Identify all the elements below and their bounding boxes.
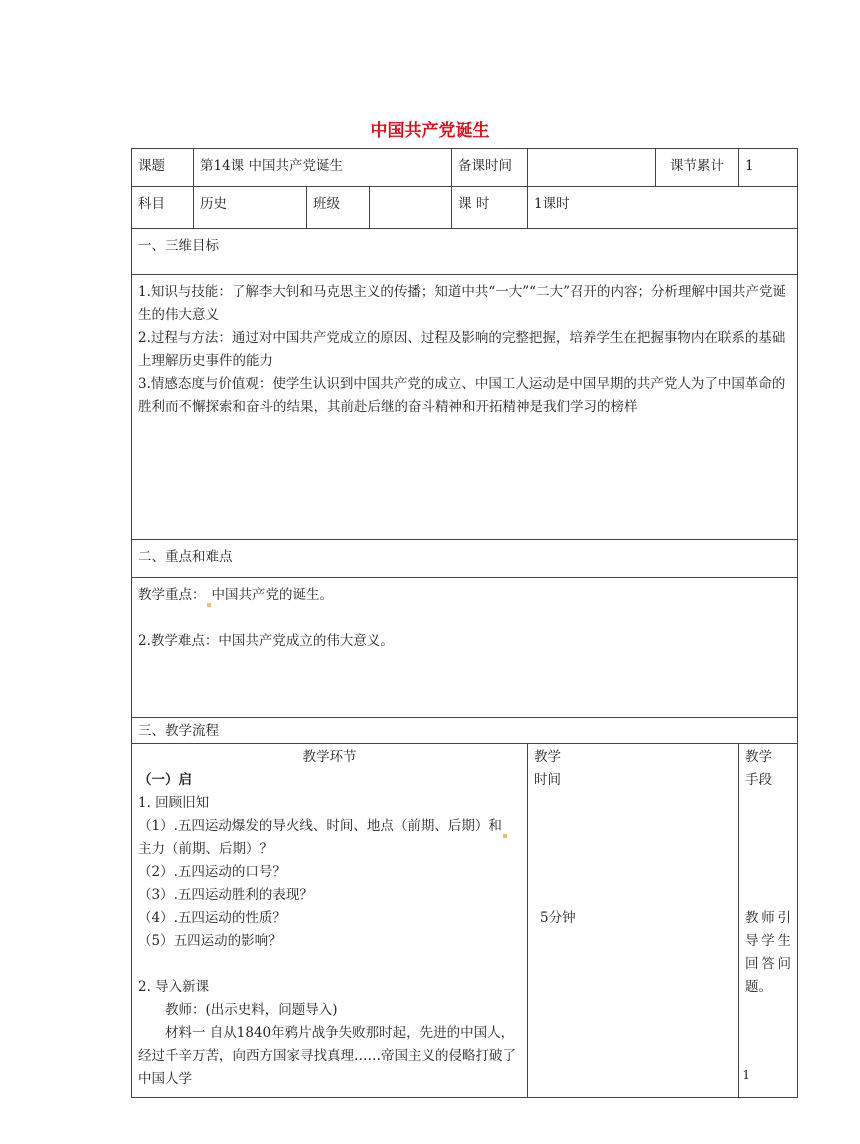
key-point-text: 中国共产党的诞生。 [211, 587, 333, 603]
difficult-point: 2.教学难点：中国共产党成立的伟大意义。 [138, 633, 394, 649]
time-spacer [534, 792, 732, 907]
prep-time-label: 备课时间 [452, 149, 528, 187]
flow-spacer [138, 953, 521, 976]
question-4: （4）.五四运动的性质？ [138, 910, 286, 926]
review-title: 1. 回顾旧知 [138, 795, 210, 811]
lesson-count-label: 课节累计 [656, 149, 739, 187]
mark-dot [503, 834, 507, 838]
goals-row [132, 275, 798, 540]
hours-label: 课 时 [452, 187, 528, 229]
topic-label: 课题 [132, 149, 194, 187]
key-point-spacer [138, 607, 791, 630]
page-title: 中国共产党诞生 [370, 121, 490, 141]
hours-value: 1课时 [528, 187, 798, 229]
teacher-note: 教师：(出示史料，问题导入) [165, 1002, 338, 1018]
flow-row [132, 744, 798, 1098]
class-label: 班级 [307, 187, 370, 229]
lesson-plan-table [131, 148, 798, 1098]
subject-row [132, 187, 798, 229]
part-1-title: （一）启 [138, 772, 192, 788]
key-point [138, 584, 791, 607]
section-goals-heading-row [132, 229, 798, 275]
section-flow-heading: 三、教学流程 [132, 718, 798, 744]
goal-attitude: 3.情感态度与价值观：使学生认识到中国共产党的成立、中国工人运动是中国早期的共产党人为了中国革命的胜利而不懈探索和奋斗的结果，其前赴后继的奋斗精神和开拓精神是我们学习的榜样 [138, 376, 786, 415]
method-line-1: 教师引 [745, 910, 792, 926]
section-goals-heading: 一、三维目标 [132, 229, 798, 275]
col-time-header: 教学 时间 [534, 749, 562, 788]
subject-label: 科目 [132, 187, 194, 229]
col-method-header: 教学 手段 [745, 749, 773, 788]
time-value: 5分钟 [540, 910, 576, 926]
mark-dot [207, 603, 211, 607]
question-1-part-a: （1）.五四运动爆发的导火线、时间、地点（前期、后期）和 [138, 818, 502, 834]
question-3: （3）.五四运动胜利的表现？ [138, 887, 313, 903]
question-1 [138, 815, 521, 861]
question-2: （2）.五四运动的口号？ [138, 864, 286, 880]
section-flow-heading-row [132, 718, 798, 744]
flow-stage-cell [132, 744, 528, 1098]
method-line-2: 导学生 [745, 933, 792, 949]
flow-method-cell [739, 744, 798, 1098]
topic-row [132, 149, 798, 187]
goal-process: 2.过程与方法：通过对中国共产党成立的原因、过程及影响的完整把握，培养学生在把握事物内在联系的基础上理解历史事件的能力 [138, 330, 786, 369]
key-point-label: 教学重点： [138, 587, 206, 603]
flow-time-cell [528, 744, 739, 1098]
material-1: 材料一 自从1840年鸦片战争失败那时起，先进的中国人，经过千辛万苦，向西方国家寻找真理……帝国主义的侵略打破了中国人学 [138, 1025, 516, 1087]
intro-title: 2. 导入新课 [138, 979, 210, 995]
col-stage-header: 教学环节 [302, 749, 357, 765]
key-points-content [132, 578, 798, 718]
key-points-row [132, 578, 798, 718]
prep-time-value [528, 149, 656, 187]
topic-value: 第14课 中国共产党诞生 [194, 149, 452, 187]
goal-knowledge: 1.知识与技能：了解李大钊和马克思主义的传播；知道中共“一大”“二大”召开的内容；分析理解中国共产党诞生的伟大意义 [138, 284, 786, 323]
page-number: 1 [742, 1068, 750, 1082]
method-line-4: 题。 [745, 979, 773, 995]
subject-value: 历史 [194, 187, 307, 229]
method-line-3: 回答问 [745, 956, 792, 972]
lesson-count-value: 1 [739, 149, 798, 187]
question-1-part-b: 主力（前期、后期）？ [138, 841, 273, 857]
goals-content [132, 275, 798, 540]
class-value [370, 187, 452, 229]
section-key-heading: 二、重点和难点 [132, 540, 798, 578]
method-spacer [745, 792, 791, 907]
question-5: （5）五四运动的影响？ [138, 933, 282, 949]
section-key-heading-row [132, 540, 798, 578]
